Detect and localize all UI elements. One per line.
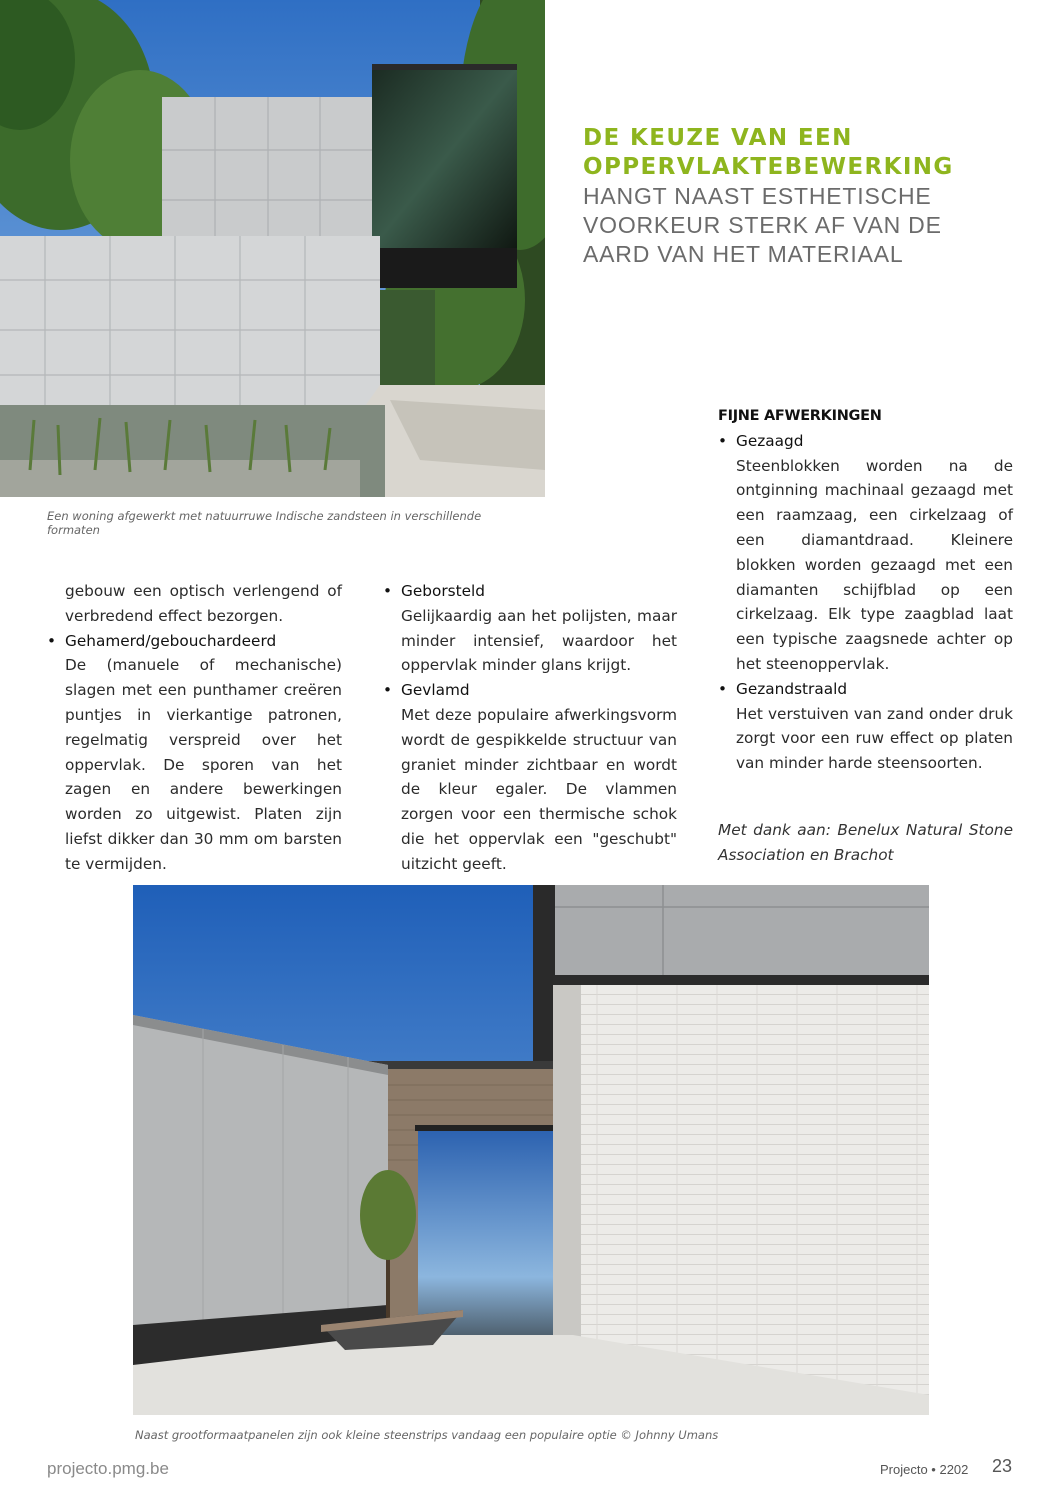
headline-light-line: AARD VAN HET MATERIAAL: [583, 241, 904, 267]
headline-bold-line: DE KEUZE VAN EEN: [583, 125, 853, 151]
footer-website-link[interactable]: projecto.pmg.be: [47, 1459, 169, 1478]
photo-courtyard-stone-strips: [133, 885, 929, 1415]
text-column-3: [718, 404, 1013, 868]
list-item-title: • Gezandstraald: [718, 677, 1013, 702]
list-item-text: Gelijkaardig aan het polijsten, maar minder intensief, waardoor het oppervlak minder glans krijgt.: [401, 606, 677, 675]
footer-page-number: 23: [992, 1456, 1013, 1476]
list-item-text: De (manuele of mechanische) slagen met een punthamer creëren puntjes in vierkantige patronen, regelmatig verspreid over het oppervlak. De sporen van het zagen en andere bewerkingen worden zo uitgewist. Platen zijn liefst dikker dan 30 mm om barsten te vermijden.: [65, 656, 342, 873]
section-heading: FIJNE AFWERKINGEN: [718, 408, 882, 424]
list-item-text: Met deze populaire afwerkingsvorm wordt de gespikkelde structuur van graniet minder zichtbaar en wordt de kleur egaler. De vlammen zorgen voor een thermische schok die het oppervlak een "geschubt" uitzicht geeft.: [401, 705, 677, 873]
list-item-title: • Gevlamd: [383, 678, 677, 703]
photo-caption-top: Een woning afgewerkt met natuurruwe Indische zandsteen in verschillende formaten: [47, 509, 482, 537]
paragraph-continuation: gebouw een optisch verlengend of verbredend effect bezorgen.: [65, 582, 342, 625]
photo-stone-house-trees: [0, 0, 545, 497]
pull-quote-headline: [583, 124, 1023, 269]
list-item-text: Het verstuiven van zand onder druk zorgt voor een ruw effect op platen van minder harde steensoorten.: [736, 704, 1013, 773]
list-item-title: • Geborsteld: [383, 579, 677, 604]
text-column-1: [47, 579, 342, 877]
photo-caption-bottom: Naast grootformaatpanelen zijn ook kleine steenstrips vandaag een populaire optie © Johnny Umans: [135, 1428, 719, 1442]
list-item-title: • Gezaagd: [718, 429, 1013, 454]
headline-light-line: HANGT NAAST ESTHETISCHE: [583, 183, 932, 209]
list-item-text: Steenblokken worden na de ontginning machinaal gezaagd met een raamzaag, een cirkelzaag of een diamantdraad. Kleinere blokken worden gezaagd met een diamanten schijfblad op een cirkelzaag. Elk type zaagblad laat een typische zaagsnede achter op het steenoppervlak.: [736, 456, 1013, 673]
acknowledgement: Met dank aan: Benelux Natural Stone Association en Brachot: [718, 820, 1013, 864]
text-column-2: [383, 579, 677, 877]
headline-bold-line: OPPERVLAKTEBEWERKING: [583, 154, 954, 180]
list-item-title: • Gehamerd/gebouchardeerd: [47, 629, 342, 654]
footer-magazine-issue: Projecto • 2202: [880, 1462, 969, 1477]
headline-light-line: VOORKEUR STERK AF VAN DE: [583, 212, 942, 238]
